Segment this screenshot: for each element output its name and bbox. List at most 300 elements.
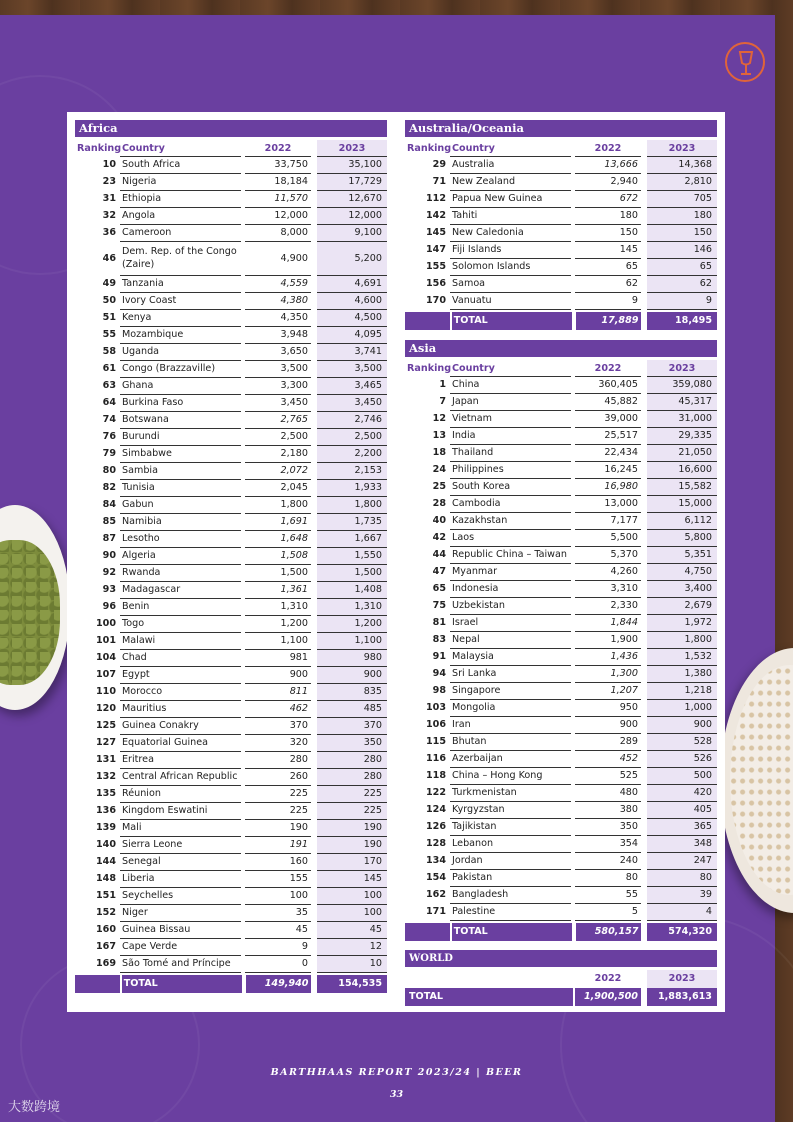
value-2022-cell: 16,245 bbox=[575, 462, 641, 479]
value-2023-cell: 1,800 bbox=[647, 632, 717, 649]
value-2023-cell: 528 bbox=[647, 734, 717, 751]
value-2023-cell: 39 bbox=[647, 887, 717, 904]
country-cell: Uzbekistan bbox=[450, 598, 571, 615]
rank-cell: 75 bbox=[432, 600, 446, 611]
country-cell: Seychelles bbox=[120, 888, 241, 905]
value-2022-cell: 1,691 bbox=[245, 514, 311, 531]
value-2023-cell: 12,670 bbox=[317, 191, 387, 208]
world-total-2022: 1,900,500 bbox=[575, 988, 641, 1006]
value-2023-cell: 4,750 bbox=[647, 564, 717, 581]
rank-cell: 101 bbox=[95, 635, 116, 646]
value-2023-cell: 5,800 bbox=[647, 530, 717, 547]
rank-cell: 49 bbox=[102, 278, 116, 289]
table-row bbox=[75, 293, 387, 310]
value-2023-cell: 350 bbox=[317, 735, 387, 752]
rank-cell: 115 bbox=[425, 736, 446, 747]
value-2022-cell: 280 bbox=[245, 752, 311, 769]
header-2023: 2023 bbox=[647, 140, 717, 157]
region-title-asia: Asia bbox=[405, 340, 717, 357]
country-cell: Vietnam bbox=[450, 411, 571, 428]
rank-cell: 106 bbox=[425, 719, 446, 730]
rank-cell: 51 bbox=[102, 312, 116, 323]
value-2023-cell: 835 bbox=[317, 684, 387, 701]
value-2022-cell: 525 bbox=[575, 768, 641, 785]
header-ranking: Ranking bbox=[407, 143, 452, 154]
table-row bbox=[75, 922, 387, 939]
value-2022-cell: 981 bbox=[245, 650, 311, 667]
value-2023-cell: 1,735 bbox=[317, 514, 387, 531]
table-row bbox=[75, 157, 387, 174]
value-2022-cell: 1,100 bbox=[245, 633, 311, 650]
world-spacer bbox=[405, 970, 575, 988]
rank-cell: 135 bbox=[95, 788, 116, 799]
country-cell: Eritrea bbox=[120, 752, 241, 769]
value-2022-cell: 2,500 bbox=[245, 429, 311, 446]
value-2022-cell: 4,380 bbox=[245, 293, 311, 310]
oceania-table bbox=[405, 120, 717, 330]
table-row bbox=[405, 462, 717, 479]
value-2022-cell: 370 bbox=[245, 718, 311, 735]
value-2023-cell: 80 bbox=[647, 870, 717, 887]
rank-cell: 7 bbox=[439, 396, 446, 407]
total-spacer bbox=[405, 923, 450, 941]
world-table bbox=[405, 950, 717, 1006]
value-2022-cell: 2,045 bbox=[245, 480, 311, 497]
value-2023-cell: 15,582 bbox=[647, 479, 717, 496]
value-2023-cell: 6,112 bbox=[647, 513, 717, 530]
value-2022-cell: 2,940 bbox=[575, 174, 641, 191]
rank-cell: 46 bbox=[102, 253, 116, 264]
value-2023-cell: 1,933 bbox=[317, 480, 387, 497]
total-2022: 17,889 bbox=[576, 312, 642, 330]
country-cell: Myanmar bbox=[450, 564, 571, 581]
rank-cell: 103 bbox=[425, 702, 446, 713]
country-cell: Ethiopia bbox=[120, 191, 241, 208]
value-2022-cell: 225 bbox=[245, 803, 311, 820]
value-2023-cell: 4,500 bbox=[317, 310, 387, 327]
table-row bbox=[405, 802, 717, 819]
rank-cell: 152 bbox=[95, 907, 116, 918]
value-2023-cell: 1,972 bbox=[647, 615, 717, 632]
value-2022-cell: 45 bbox=[245, 922, 311, 939]
table-row bbox=[405, 513, 717, 530]
country-cell: Mozambique bbox=[120, 327, 241, 344]
value-2022-cell: 39,000 bbox=[575, 411, 641, 428]
value-2022-cell: 811 bbox=[245, 684, 311, 701]
value-2023-cell: 405 bbox=[647, 802, 717, 819]
rank-cell: 107 bbox=[95, 669, 116, 680]
total-2023: 154,535 bbox=[317, 975, 387, 993]
rank-cell: 74 bbox=[102, 414, 116, 425]
value-2022-cell: 18,184 bbox=[245, 174, 311, 191]
value-2022-cell: 1,310 bbox=[245, 599, 311, 616]
rank-cell: 65 bbox=[432, 583, 446, 594]
table-row bbox=[75, 480, 387, 497]
value-2022-cell: 2,330 bbox=[575, 598, 641, 615]
total-spacer bbox=[405, 312, 450, 330]
country-cell: Sierra Leone bbox=[120, 837, 241, 854]
table-row bbox=[75, 208, 387, 225]
rank-cell: 160 bbox=[95, 924, 116, 935]
country-cell: Benin bbox=[120, 599, 241, 616]
table-row bbox=[405, 853, 717, 870]
rank-cell: 58 bbox=[102, 346, 116, 357]
country-cell: Réunion bbox=[120, 786, 241, 803]
value-2023-cell: 4,095 bbox=[317, 327, 387, 344]
country-cell: Nepal bbox=[450, 632, 571, 649]
table-header bbox=[75, 140, 387, 157]
table-row bbox=[75, 565, 387, 582]
region-title-world: WORLD bbox=[405, 950, 717, 967]
table-row bbox=[75, 582, 387, 599]
rank-cell: 169 bbox=[95, 958, 116, 969]
region-title-oceania: Australia/Oceania bbox=[405, 120, 717, 137]
value-2023-cell: 190 bbox=[317, 837, 387, 854]
rank-cell: 18 bbox=[432, 447, 446, 458]
rank-cell: 85 bbox=[102, 516, 116, 527]
country-cell: Malaysia bbox=[450, 649, 571, 666]
value-2023-cell: 4 bbox=[647, 904, 717, 921]
table-row bbox=[75, 497, 387, 514]
rank-cell: 96 bbox=[102, 601, 116, 612]
rank-cell: 94 bbox=[432, 668, 446, 679]
rank-cell: 120 bbox=[95, 703, 116, 714]
country-cell: Simbabwe bbox=[120, 446, 241, 463]
value-2022-cell: 4,350 bbox=[245, 310, 311, 327]
country-cell: Ivory Coast bbox=[120, 293, 241, 310]
value-2022-cell: 3,450 bbox=[245, 395, 311, 412]
value-2023-cell: 359,080 bbox=[647, 377, 717, 394]
value-2023-cell: 1,550 bbox=[317, 548, 387, 565]
table-row bbox=[405, 819, 717, 836]
header-2022: 2022 bbox=[575, 360, 641, 377]
rank-cell: 112 bbox=[425, 193, 446, 204]
value-2022-cell: 289 bbox=[575, 734, 641, 751]
asia-table bbox=[405, 340, 717, 941]
header-2023: 2023 bbox=[647, 970, 717, 988]
value-2022-cell: 320 bbox=[245, 735, 311, 752]
oceania-rows bbox=[405, 157, 717, 310]
country-cell: Mauritius bbox=[120, 701, 241, 718]
rank-cell: 151 bbox=[95, 890, 116, 901]
value-2022-cell: 240 bbox=[575, 853, 641, 870]
rank-cell: 148 bbox=[95, 873, 116, 884]
total-2023: 18,495 bbox=[647, 312, 717, 330]
value-2023-cell: 225 bbox=[317, 786, 387, 803]
country-cell: Malawi bbox=[120, 633, 241, 650]
rank-cell: 155 bbox=[425, 261, 446, 272]
value-2022-cell: 65 bbox=[575, 259, 641, 276]
value-2023-cell: 170 bbox=[317, 854, 387, 871]
table-row bbox=[75, 803, 387, 820]
value-2023-cell: 180 bbox=[647, 208, 717, 225]
header-2022: 2022 bbox=[575, 140, 641, 157]
value-2023-cell: 12 bbox=[317, 939, 387, 956]
country-cell: Uganda bbox=[120, 344, 241, 361]
value-2022-cell: 3,948 bbox=[245, 327, 311, 344]
value-2022-cell: 462 bbox=[245, 701, 311, 718]
table-row bbox=[75, 820, 387, 837]
header-2022: 2022 bbox=[594, 973, 622, 984]
country-cell: Mali bbox=[120, 820, 241, 837]
value-2023-cell: 190 bbox=[317, 820, 387, 837]
value-2022-cell: 62 bbox=[575, 276, 641, 293]
country-cell: Tajikistan bbox=[450, 819, 571, 836]
value-2022-cell: 354 bbox=[575, 836, 641, 853]
value-2022-cell: 4,260 bbox=[575, 564, 641, 581]
rank-cell: 100 bbox=[95, 618, 116, 629]
value-2023-cell: 485 bbox=[317, 701, 387, 718]
header-ranking: Ranking bbox=[407, 363, 452, 374]
country-cell: Egypt bbox=[120, 667, 241, 684]
rank-cell: 170 bbox=[425, 295, 446, 306]
value-2023-cell: 1,800 bbox=[317, 497, 387, 514]
table-row bbox=[405, 564, 717, 581]
value-2022-cell: 672 bbox=[575, 191, 641, 208]
value-2023-cell: 17,729 bbox=[317, 174, 387, 191]
country-cell: Australia bbox=[450, 157, 571, 174]
africa-rows bbox=[75, 157, 387, 973]
country-cell: Angola bbox=[120, 208, 241, 225]
rank-cell: 144 bbox=[95, 856, 116, 867]
table-row bbox=[405, 259, 717, 276]
table-row bbox=[405, 445, 717, 462]
table-row bbox=[75, 429, 387, 446]
rank-cell: 171 bbox=[425, 906, 446, 917]
rank-cell: 154 bbox=[425, 872, 446, 883]
rank-cell: 167 bbox=[95, 941, 116, 952]
table-row bbox=[75, 837, 387, 854]
rank-cell: 110 bbox=[95, 686, 116, 697]
table-row bbox=[405, 157, 717, 174]
country-cell: Kingdom Eswatini bbox=[120, 803, 241, 820]
value-2022-cell: 25,517 bbox=[575, 428, 641, 445]
table-row bbox=[75, 871, 387, 888]
world-total-row bbox=[405, 988, 717, 1006]
table-row bbox=[75, 616, 387, 633]
value-2023-cell: 62 bbox=[647, 276, 717, 293]
header-2023: 2023 bbox=[317, 140, 387, 157]
rank-cell: 84 bbox=[102, 499, 116, 510]
watermark: 大数跨境 bbox=[8, 1100, 61, 1115]
value-2023-cell: 1,532 bbox=[647, 649, 717, 666]
table-row bbox=[405, 649, 717, 666]
value-2023-cell: 365 bbox=[647, 819, 717, 836]
country-cell: South Africa bbox=[120, 157, 241, 174]
table-row bbox=[75, 956, 387, 973]
value-2023-cell: 980 bbox=[317, 650, 387, 667]
table-row bbox=[75, 854, 387, 871]
value-2022-cell: 180 bbox=[575, 208, 641, 225]
table-row bbox=[405, 836, 717, 853]
country-cell: Central African Republic bbox=[120, 769, 241, 786]
value-2022-cell: 1,361 bbox=[245, 582, 311, 599]
value-2022-cell: 80 bbox=[575, 870, 641, 887]
country-cell: Samoa bbox=[450, 276, 571, 293]
value-2022-cell: 13,000 bbox=[575, 496, 641, 513]
country-cell: Guinea Conakry bbox=[120, 718, 241, 735]
value-2023-cell: 2,200 bbox=[317, 446, 387, 463]
value-2023-cell: 348 bbox=[647, 836, 717, 853]
value-2022-cell: 12,000 bbox=[245, 208, 311, 225]
country-cell: Gabun bbox=[120, 497, 241, 514]
value-2022-cell: 1,844 bbox=[575, 615, 641, 632]
country-cell: Singapore bbox=[450, 683, 571, 700]
header-ranking: Ranking bbox=[77, 143, 122, 154]
country-cell: China – Hong Kong bbox=[450, 768, 571, 785]
rank-cell: 28 bbox=[432, 498, 446, 509]
value-2022-cell: 225 bbox=[245, 786, 311, 803]
country-cell: Indonesia bbox=[450, 581, 571, 598]
value-2022-cell: 260 bbox=[245, 769, 311, 786]
table-row bbox=[405, 293, 717, 310]
rank-cell: 44 bbox=[432, 549, 446, 560]
table-row bbox=[405, 242, 717, 259]
value-2023-cell: 100 bbox=[317, 888, 387, 905]
value-2022-cell: 1,207 bbox=[575, 683, 641, 700]
table-header bbox=[405, 360, 717, 377]
country-cell: Tunisia bbox=[120, 480, 241, 497]
table-row bbox=[75, 548, 387, 565]
value-2023-cell: 35,100 bbox=[317, 157, 387, 174]
value-2022-cell: 191 bbox=[245, 837, 311, 854]
value-2022-cell: 33,750 bbox=[245, 157, 311, 174]
country-cell: Papua New Guinea bbox=[450, 191, 571, 208]
value-2022-cell: 1,300 bbox=[575, 666, 641, 683]
table-row bbox=[75, 395, 387, 412]
table-row bbox=[75, 242, 387, 276]
value-2022-cell: 5 bbox=[575, 904, 641, 921]
rank-cell: 126 bbox=[425, 821, 446, 832]
table-row bbox=[405, 530, 717, 547]
table-row bbox=[405, 887, 717, 904]
rank-cell: 147 bbox=[425, 244, 446, 255]
total-2023: 574,320 bbox=[647, 923, 717, 941]
country-cell: Nigeria bbox=[120, 174, 241, 191]
rank-cell: 98 bbox=[432, 685, 446, 696]
value-2022-cell: 9 bbox=[245, 939, 311, 956]
value-2023-cell: 2,153 bbox=[317, 463, 387, 480]
rank-cell: 24 bbox=[432, 464, 446, 475]
country-cell: Sambia bbox=[120, 463, 241, 480]
value-2022-cell: 155 bbox=[245, 871, 311, 888]
world-total-2023: 1,883,613 bbox=[647, 988, 717, 1006]
value-2023-cell: 1,408 bbox=[317, 582, 387, 599]
rank-cell: 87 bbox=[102, 533, 116, 544]
country-cell: New Caledonia bbox=[450, 225, 571, 242]
country-cell: Tanzania bbox=[120, 276, 241, 293]
country-cell: Lesotho bbox=[120, 531, 241, 548]
value-2023-cell: 2,810 bbox=[647, 174, 717, 191]
asia-rows bbox=[405, 377, 717, 921]
value-2022-cell: 480 bbox=[575, 785, 641, 802]
table-row bbox=[75, 514, 387, 531]
table-row bbox=[75, 667, 387, 684]
value-2022-cell: 360,405 bbox=[575, 377, 641, 394]
value-2022-cell: 145 bbox=[575, 242, 641, 259]
value-2023-cell: 1,200 bbox=[317, 616, 387, 633]
value-2023-cell: 16,600 bbox=[647, 462, 717, 479]
header-country: Country bbox=[120, 140, 241, 157]
header-2023: 2023 bbox=[647, 360, 717, 377]
rank-cell: 128 bbox=[425, 838, 446, 849]
value-2023-cell: 900 bbox=[317, 667, 387, 684]
country-cell: Togo bbox=[120, 616, 241, 633]
value-2022-cell: 11,570 bbox=[245, 191, 311, 208]
rank-cell: 140 bbox=[95, 839, 116, 850]
rank-cell: 32 bbox=[102, 210, 116, 221]
value-2023-cell: 31,000 bbox=[647, 411, 717, 428]
asia-total-row bbox=[405, 923, 717, 941]
value-2023-cell: 9 bbox=[647, 293, 717, 310]
value-2022-cell: 3,310 bbox=[575, 581, 641, 598]
world-header bbox=[405, 970, 717, 988]
value-2022-cell: 45,882 bbox=[575, 394, 641, 411]
total-2022: 580,157 bbox=[576, 923, 642, 941]
value-2022-cell: 35 bbox=[245, 905, 311, 922]
rank-cell: 50 bbox=[102, 295, 116, 306]
country-cell: Algeria bbox=[120, 548, 241, 565]
table-row bbox=[405, 717, 717, 734]
rank-cell: 136 bbox=[95, 805, 116, 816]
table-row bbox=[75, 344, 387, 361]
value-2023-cell: 3,450 bbox=[317, 395, 387, 412]
rank-cell: 132 bbox=[95, 771, 116, 782]
table-row bbox=[405, 174, 717, 191]
table-row bbox=[405, 496, 717, 513]
country-cell: Equatorial Guinea bbox=[120, 735, 241, 752]
country-cell: Chad bbox=[120, 650, 241, 667]
value-2022-cell: 100 bbox=[245, 888, 311, 905]
rank-cell: 116 bbox=[425, 753, 446, 764]
africa-table bbox=[75, 120, 387, 993]
country-cell: Senegal bbox=[120, 854, 241, 871]
region-title-africa: Africa bbox=[75, 120, 387, 137]
value-2023-cell: 150 bbox=[647, 225, 717, 242]
table-row bbox=[75, 752, 387, 769]
value-2022-cell: 2,180 bbox=[245, 446, 311, 463]
value-2023-cell: 526 bbox=[647, 751, 717, 768]
value-2023-cell: 21,050 bbox=[647, 445, 717, 462]
value-2022-cell: 13,666 bbox=[575, 157, 641, 174]
value-2023-cell: 1,310 bbox=[317, 599, 387, 616]
rank-cell: 64 bbox=[102, 397, 116, 408]
country-cell: Lebanon bbox=[450, 836, 571, 853]
rank-cell: 25 bbox=[432, 481, 446, 492]
table-row bbox=[75, 531, 387, 548]
country-cell: Turkmenistan bbox=[450, 785, 571, 802]
rank-cell: 92 bbox=[102, 567, 116, 578]
value-2022-cell: 4,900 bbox=[245, 242, 311, 276]
rank-cell: 81 bbox=[432, 617, 446, 628]
country-cell: Palestine bbox=[450, 904, 571, 921]
value-2022-cell: 8,000 bbox=[245, 225, 311, 242]
table-row bbox=[75, 905, 387, 922]
value-2022-cell: 1,900 bbox=[575, 632, 641, 649]
header-country: Country bbox=[450, 360, 571, 377]
table-row bbox=[405, 785, 717, 802]
rank-cell: 90 bbox=[102, 550, 116, 561]
header-2022: 2022 bbox=[245, 140, 311, 157]
value-2022-cell: 3,300 bbox=[245, 378, 311, 395]
country-cell: Cambodia bbox=[450, 496, 571, 513]
value-2023-cell: 4,600 bbox=[317, 293, 387, 310]
table-row bbox=[405, 191, 717, 208]
table-row bbox=[75, 446, 387, 463]
table-row bbox=[405, 632, 717, 649]
rank-cell: 91 bbox=[432, 651, 446, 662]
table-row bbox=[405, 581, 717, 598]
